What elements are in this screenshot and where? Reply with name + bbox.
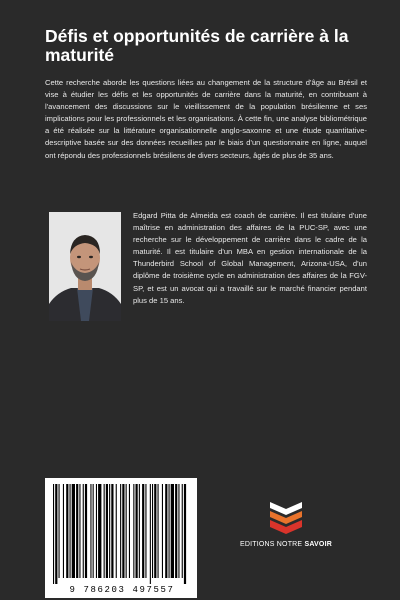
barcode-bar [104, 484, 105, 578]
barcode-bar [133, 484, 134, 578]
barcode-bar [79, 484, 80, 578]
publisher-name [230, 541, 342, 548]
barcode-bars [51, 484, 191, 584]
barcode-bar [116, 484, 117, 578]
book-title: Défis et opportunités de carrière à la maturité [45, 26, 349, 65]
isbn-number: 9 786203 497557 [69, 585, 175, 595]
barcode-bar [98, 484, 101, 578]
barcode-bar [85, 484, 87, 578]
barcode-bar [106, 484, 108, 578]
barcode-bar [150, 484, 151, 584]
barcode-bar [129, 484, 130, 578]
publisher-name-emphasis: SAVOIR [304, 541, 332, 548]
barcode-bar [90, 484, 91, 578]
barcode-bar [55, 484, 57, 584]
barcode-bar [139, 484, 140, 578]
author-photo [49, 212, 121, 321]
barcode-bar [72, 484, 75, 578]
barcode-bar [154, 484, 156, 578]
barcode-bar [158, 484, 159, 578]
barcode-bar [66, 484, 68, 578]
barcode-bar [171, 484, 174, 578]
barcode-bar [122, 484, 124, 578]
barcode-bar [136, 484, 138, 578]
barcode-bar [93, 484, 94, 578]
barcode-bar [165, 484, 167, 578]
barcode-bar [120, 484, 121, 578]
publisher-name-prefix: EDITIONS NOTRE [240, 541, 305, 548]
book-abstract: Cette recherche aborde les questions liées au changement de la structure d'âge au Brésil et vise à étudier les défis et les opportunités de carrière dans la maturité, en contribuant à l'avancement des discussions sur le vieillissement de la population brésilienne et ses implications pour les professionnels et les organisations. À cette fin, une analyse bibliométrique a été réalisée sur la littérature organisationnelle anglo-saxonne et une étude quantitative-descriptive basée sur des données recueillies par le biais d'un questionnaire en ligne, auquel ont répondu des professionnels brésiliens de divers secteurs, âgés de plus de 35 ans. [45, 78, 367, 160]
barcode-bar [178, 484, 179, 578]
barcode-bar [175, 484, 177, 578]
barcode-bar [142, 484, 144, 578]
barcode-bar [162, 484, 163, 578]
barcode-bar [53, 484, 54, 584]
barcode-bar [169, 484, 170, 578]
barcode-bar [152, 484, 153, 578]
barcode-bar [83, 484, 84, 578]
barcode-bar [184, 484, 186, 584]
barcode-bar [63, 484, 64, 578]
barcode-bar [70, 484, 71, 578]
barcode-bar [76, 484, 78, 578]
publisher-logo-icon [256, 500, 316, 536]
barcode-bar [59, 484, 60, 578]
author-portrait-image [49, 212, 121, 321]
barcode-bar [109, 484, 110, 578]
barcode-bar [111, 484, 113, 578]
author-biography: Edgard Pitta de Almeida est coach de carrière. Il est titulaire d'une maîtrise en administration des affaires de la PUC-SP, avec une recherche sur le développement de carrière dans le cadre de la maturité. Il est titulaire d'un MBA en gestion internationale de la Thunderbird School of Global Management, Arizona-USA, d'un diplôme de troisième cycle en administration des affaires de la FGV-SP, et est un avocat qui a travaillé sur le marché financier pendant plus de 15 ans. [133, 211, 367, 305]
barcode-bar [126, 484, 127, 578]
barcode-bar [96, 484, 97, 578]
barcode-bar [182, 484, 183, 578]
barcode-bar [145, 484, 146, 578]
isbn-barcode [45, 478, 197, 598]
